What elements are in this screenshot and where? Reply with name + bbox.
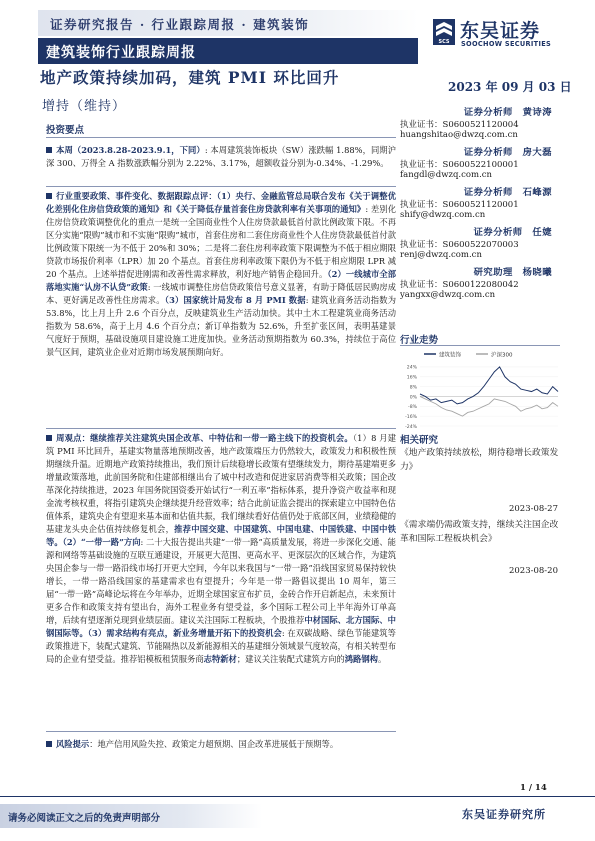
section-divider	[46, 428, 396, 429]
bullet-lead: 风险提示	[56, 739, 90, 749]
bullet-weekly-view	[46, 432, 396, 666]
logo-mark-text: SCS	[438, 39, 450, 45]
bullet-policy-tracking	[46, 190, 396, 359]
report-series-bar	[38, 38, 418, 64]
report-header	[38, 10, 418, 66]
analyst-email[interactable]: yangxx@dwzq.com.cn	[400, 290, 496, 300]
section-divider	[46, 731, 396, 732]
industry-trend-chart	[398, 348, 562, 440]
bullet-square-icon	[46, 435, 52, 441]
section-divider	[46, 186, 396, 187]
analyst-entry	[400, 184, 560, 224]
bullet-risk-warning	[46, 738, 396, 751]
bullet-text: : 一线城市调整住房信贷政策信号意义显著，有助于降低居民购房成本、更好满足改善性住房需求。	[46, 282, 397, 305]
bullet-text: : 二十大报告提出共建“一带一路”高质量发展，将进一步深化交通、能源和网络等基础设施的互联互通建设，开展更大范围、更高水平、更深层次的区域合作，为建筑央国企参与一带一路沿线市场打开更大空间，今年以来我国与“一带一路”沿线国家贸易保持较快增长，一带一路沿线国家的基建需求也有望提升；今年是一带一路倡议提出 10 周年，第三届“一带一路”高峰论坛将在今年举办，近期全球国家宣布扩员，金砖合作开启新起点，未来预计更多合作和政策支持有望出台，海外工程业务有望受益，多个国际工程公司上半年海外订单高增，后续有望逐渐兑现到业绩层面。建议关注国际工程板块，个股推荐	[46, 537, 396, 625]
bullet-lead: （2）一线城市全部落地实施“认房不认贷”政策	[46, 269, 397, 292]
bullet-lead: （3）需求结构有亮点，新业务增量开拓下的投资机会	[87, 628, 282, 638]
report-title: 地产政策持续加码，建筑 PMI 环比回升	[40, 68, 340, 87]
bullet-text: 。	[377, 654, 387, 664]
report-category-label: 证券研究报告 · 行业跟踪周报 · 建筑装饰	[50, 17, 310, 32]
bullet-square-icon	[46, 741, 52, 747]
investment-points-title: 投资要点	[46, 125, 85, 136]
analyst-license: 执业证书：S0600521120001	[400, 200, 519, 210]
analyst-entry	[400, 104, 560, 144]
analyst-entry	[400, 224, 560, 264]
analyst-role-name: 证券分析师 房大磊	[463, 147, 552, 158]
related-research-item[interactable]: 《需求端仍需政策支持，继续关注国企改革和国际工程板块机会》	[400, 520, 559, 544]
bullet-text: ：地产信用风险失控、政策定力超预期、国企改革进展低于预期等。	[89, 739, 339, 749]
bullet-lead: 行业重要政策、事件变化、数据跟踪点评：（1）央行、金融监管总局联合发布《关于调整优化差别化住房信贷政策的通知》和《关于降低存量首套住房贷款利率有关事项的通知》	[46, 191, 396, 214]
company-logo	[432, 16, 560, 54]
y-tick-label: -16%	[405, 414, 417, 420]
investment-rating: 增持（维持）	[42, 99, 127, 114]
related-research-date: 2023-08-27	[508, 504, 558, 514]
bullet-square-icon	[46, 193, 52, 199]
related-research-item[interactable]: 《地产政策持续放松，期待稳增长政策发力》	[400, 448, 559, 472]
trend-title: 行业走势	[400, 335, 439, 346]
disclaimer-bar	[0, 804, 262, 828]
analyst-role-name: 证券分析师 石峰源	[463, 187, 552, 198]
analyst-license: 执业证书：S0600122080042	[400, 280, 519, 290]
bullet-text: ；建议关注装配式建筑方向的	[236, 654, 345, 664]
footer-divider	[0, 796, 595, 797]
trend-divider	[400, 345, 560, 346]
bullet-text: : 建筑业商务活动指数为 53.8%，比上月上升 2.6 个百分点，反映建筑业生产活动加快。其中土木工程建筑业商务活动指数为 58.6%，高于上月 4.6 个百分点；新订单指数为 52.6%，升至扩张区间，表明基建景气度好于预期，基础设施项目建设施工进度加快。业务活动预期指数为 60.3%，持续位于高位景气区间，建筑业企业对近期市场发展预期向好。	[46, 295, 396, 357]
analyst-role-name: 证券分析师 黄诗涛	[463, 107, 552, 118]
related-research-date: 2023-08-20	[508, 566, 558, 576]
y-tick-label: -24%	[405, 424, 417, 430]
analyst-role-name: 研究助理 杨晓曦	[473, 267, 552, 278]
related-research-title: 相关研究	[400, 435, 439, 446]
analyst-entry	[400, 264, 560, 304]
investment-points-header	[46, 122, 396, 145]
logo-mark-icon	[432, 18, 456, 46]
bullet-text: : 差别化住房信贷政策调整优化的重点一是统一全国商业性个人住房贷款最低首付款比例政策下限。不再区分实施“限购”城市和不实施“限购”城市，首套住房和二套住房商业性个人住房贷款最低首付款比例政策下限统一为不低于 20%和 30%；二是将二套住房利率政策下限调整为不低于相应期限贷款市场报价利率（LPR）加 20 个基点。首套住房利率政策下限仍为不低于相应期限 LPR 减 20 个基点。上述举措促进刚需和改善性需求释放，利好地产销售企稳回升。	[46, 204, 396, 279]
report-series-label: 建筑装饰行业跟踪周报	[46, 45, 196, 61]
y-tick-label: 0%	[409, 395, 417, 401]
bullet-weekly-performance	[46, 144, 396, 170]
logo-cn-text: 东吴证券	[460, 20, 541, 42]
analyst-license: 执业证书：S0600522100001	[400, 160, 519, 170]
bullet-square-icon	[46, 147, 52, 153]
logo-en-text: SOOCHOW SECURITIES	[461, 40, 552, 48]
bullet-text: : 在双碳战略、绿色节能建筑等政策推进下，装配式建筑、节能隔热以及新能源相关的基建细分领域景气度较高，有相关转型布局的企业有望受益。推荐铝模板租赁服务商	[46, 628, 396, 664]
bullet-text: : 本周建筑装饰板块（SW）涨跌幅 1.88%，同期沪深 300、万得全 A 指数涨跌幅分别为 2.22%、3.17%，超额收益分别为-0.34%、-1.29%。	[46, 145, 396, 168]
bullet-lead: （2）“一带一路”方向	[62, 537, 141, 547]
stock-recommendation: 鸿路钢构	[344, 654, 378, 664]
disclaimer-text: 请务必阅读正文之后的免责声明部分	[8, 813, 161, 824]
legend-label: 沪深300	[491, 352, 513, 359]
analyst-email[interactable]: shify@dwzq.com.cn	[400, 210, 486, 220]
analyst-license: 执业证书：S0600521120004	[400, 120, 519, 130]
legend-label: 建筑装饰	[439, 352, 462, 359]
y-tick-label: 24%	[406, 365, 417, 371]
y-tick-label: 8%	[409, 385, 417, 391]
report-category-bar	[38, 10, 418, 36]
analyst-email[interactable]: renj@dwzq.com.cn	[400, 250, 482, 260]
page-number: 1 / 14	[520, 783, 547, 793]
stock-recommendation: 推荐中国交建、中国建筑、中国电建、中国铁建、中国中铁等。	[46, 524, 396, 547]
analyst-license: 执业证书：S0600522070003	[400, 240, 519, 250]
bullet-text: （1）8 月建筑 PMI 环比回升，基建实物量落地预期改善，地产政策端压力仍然较大，政策发力和积极性预期继续升温。近期地产政策持续推出，我们预计后续稳增长政策有望继续发力，期待基建端更多增量政策落地，此前国务院和住建部相继出台了城中村改造和促进家居消费等相关政策；国企改革深化持续推进，2023 年国务院国资委开始试行“一利五率”指标体系，提升净资产收益率和现金流考核权重，将指引建筑央企继续提升经营效率；结合此前证监会提出的探索建立中国特色估值体系，建筑央企有望迎来基本面和估值共振，我们继续看好估值仍处于底部区间，业绩稳健的基建龙头央企估值持续修复机会，	[46, 433, 396, 534]
bullet-lead: 本周（2023.8.28-2023.9.1，下同）	[56, 145, 205, 155]
section-divider	[46, 137, 396, 138]
analyst-email[interactable]: huangshitao@dwzq.com.cn	[400, 130, 518, 140]
y-tick-label: 16%	[406, 375, 417, 381]
institute-name: 东吴证券研究所	[462, 808, 546, 821]
stock-recommendation: 中材国际、北方国际、中钢国际等。	[46, 615, 396, 638]
analyst-email[interactable]: fangdl@dwzq.com.cn	[400, 170, 493, 180]
y-tick-label: -8%	[408, 405, 417, 411]
analyst-role-name: 证券分析师 任婕	[473, 227, 552, 238]
bullet-lead: （3）国家统计局发布 8 月 PMI 数据	[164, 295, 306, 305]
stock-recommendation: 志特新材	[203, 654, 237, 664]
series-line-0	[420, 367, 558, 404]
report-date: 2023 年 09 月 03 日	[448, 80, 572, 94]
analyst-entry	[400, 144, 560, 184]
bullet-lead: 周观点：继续推荐关注建筑央国企改革、中特估和一带一路主线下的投资机会。	[56, 433, 353, 443]
